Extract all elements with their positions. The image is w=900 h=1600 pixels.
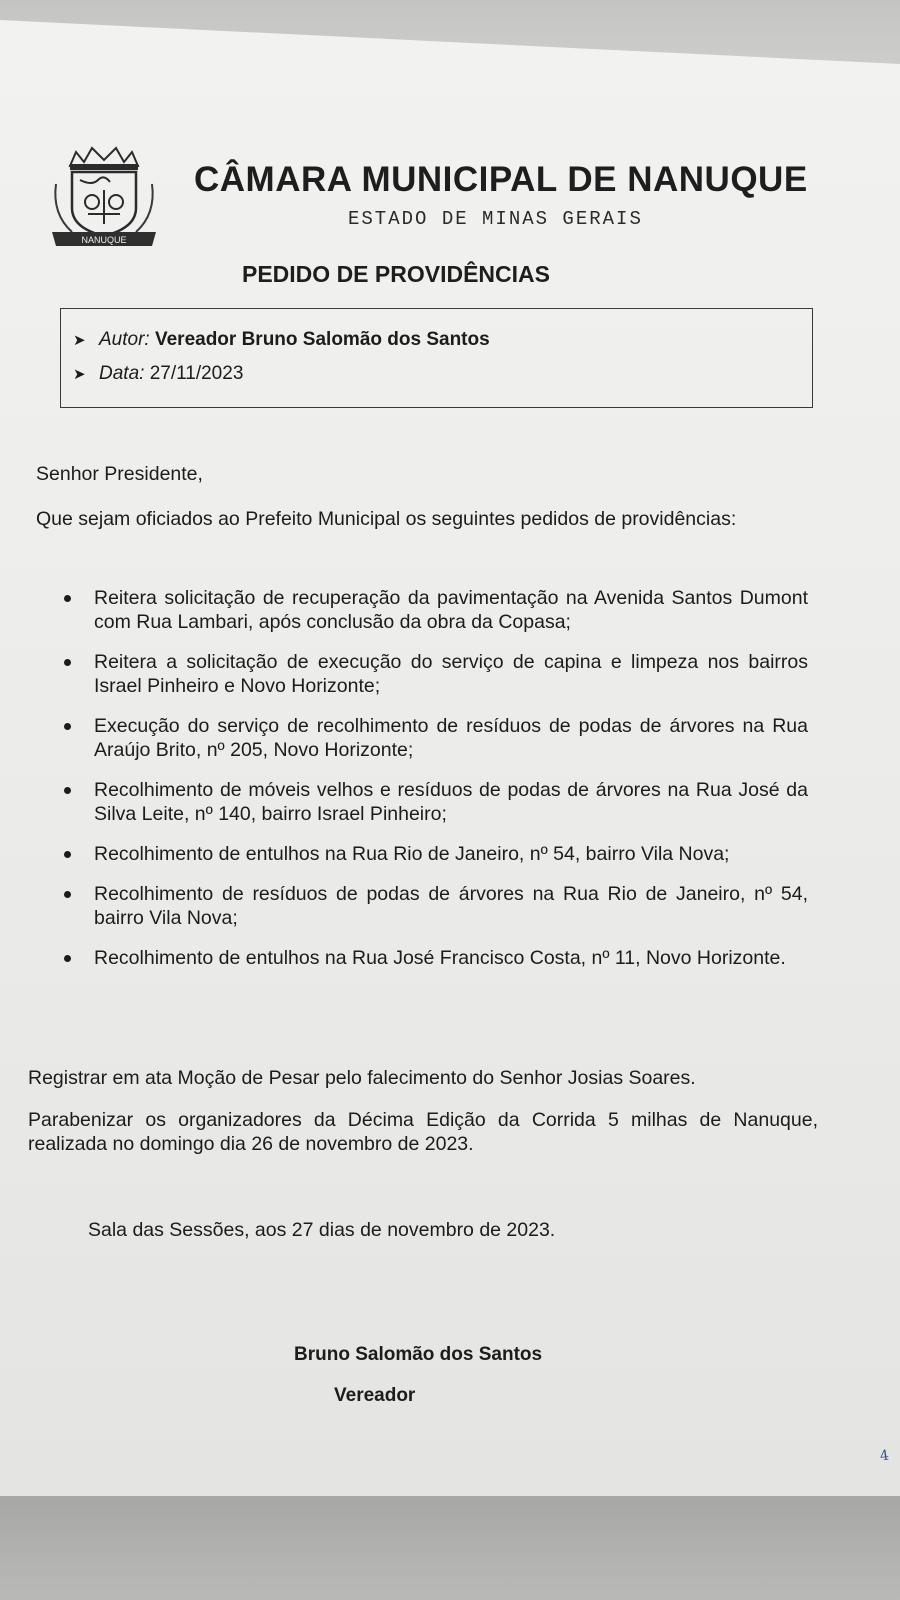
request-list bbox=[60, 586, 808, 986]
bullet-icon bbox=[64, 851, 71, 858]
handwritten-page-mark: 4 bbox=[878, 1447, 890, 1465]
author-value: Vereador Bruno Salomão dos Santos bbox=[154, 329, 490, 350]
arrow-bullet-icon: ➤ bbox=[73, 366, 86, 383]
date-row bbox=[73, 363, 243, 385]
bullet-icon bbox=[64, 659, 71, 666]
list-item bbox=[60, 842, 808, 866]
signature-name: Bruno Salomão dos Santos bbox=[294, 1344, 543, 1365]
date-value: 27/11/2023 bbox=[149, 363, 244, 384]
list-item bbox=[60, 586, 808, 634]
condolence-paragraph: Registrar em ata Moção de Pesar pelo falecimento do Senhor Josias Soares. bbox=[28, 1067, 696, 1089]
list-item-text: Reitera a solicitação de execução do serviço de capina e limpeza nos bairros Israel Pinheiro e Novo Horizonte; bbox=[94, 651, 808, 697]
list-item bbox=[60, 946, 808, 970]
list-item-text: Recolhimento de resíduos de podas de árvores na Rua Rio de Janeiro, nº 54, bairro Vila Nova; bbox=[94, 883, 808, 929]
list-item-text: Reitera solicitação de recuperação da pavimentação na Avenida Santos Dumont com Rua Lambari, após conclusão da obra da Copasa; bbox=[94, 587, 808, 633]
crest-ribbon-text: NANUQUE bbox=[81, 235, 127, 245]
list-item-text: Recolhimento de entulhos na Rua Rio de Janeiro, nº 54, bairro Vila Nova; bbox=[94, 843, 730, 865]
signature-role: Vereador bbox=[334, 1385, 416, 1406]
meta-info-box bbox=[60, 308, 813, 408]
list-item bbox=[60, 778, 808, 826]
list-item bbox=[60, 882, 808, 930]
bullet-icon bbox=[64, 595, 71, 602]
institution-title: CÂMARA MUNICIPAL DE NANUQUE bbox=[194, 160, 808, 199]
bullet-icon bbox=[64, 723, 71, 730]
date-label: Data: bbox=[99, 363, 145, 384]
municipal-crest-icon bbox=[48, 144, 160, 250]
document-type-heading: PEDIDO DE PROVIDÊNCIAS bbox=[242, 261, 550, 287]
list-item bbox=[60, 714, 808, 762]
bullet-icon bbox=[64, 891, 71, 898]
arrow-bullet-icon: ➤ bbox=[73, 332, 86, 349]
author-row bbox=[73, 329, 490, 351]
bullet-icon bbox=[64, 787, 71, 794]
greeting: Senhor Presidente, bbox=[36, 463, 203, 485]
intro-text: Que sejam oficiados ao Prefeito Municipal os seguintes pedidos de providências: bbox=[36, 508, 737, 530]
author-label: Autor: bbox=[99, 329, 150, 350]
congratulations-paragraph: Parabenizar os organizadores da Décima Edição da Corrida 5 milhas de Nanuque, realizada no domingo dia 26 de novembro de 2023. bbox=[28, 1109, 818, 1155]
closing-line: Sala das Sessões, aos 27 dias de novembro de 2023. bbox=[88, 1219, 556, 1241]
bullet-icon bbox=[64, 955, 71, 962]
list-item-text: Execução do serviço de recolhimento de resíduos de podas de árvores na Rua Araújo Brito, nº 205, Novo Horizonte; bbox=[94, 715, 808, 761]
list-item-text: Recolhimento de móveis velhos e resíduos de podas de árvores na Rua José da Silva Leite, nº 140, bairro Israel Pinheiro; bbox=[94, 779, 808, 825]
list-item bbox=[60, 650, 808, 698]
background-bottom bbox=[0, 1496, 900, 1600]
state-subtitle: ESTADO DE MINAS GERAIS bbox=[348, 208, 643, 230]
list-item-text: Recolhimento de entulhos na Rua José Francisco Costa, nº 11, Novo Horizonte. bbox=[94, 947, 786, 969]
